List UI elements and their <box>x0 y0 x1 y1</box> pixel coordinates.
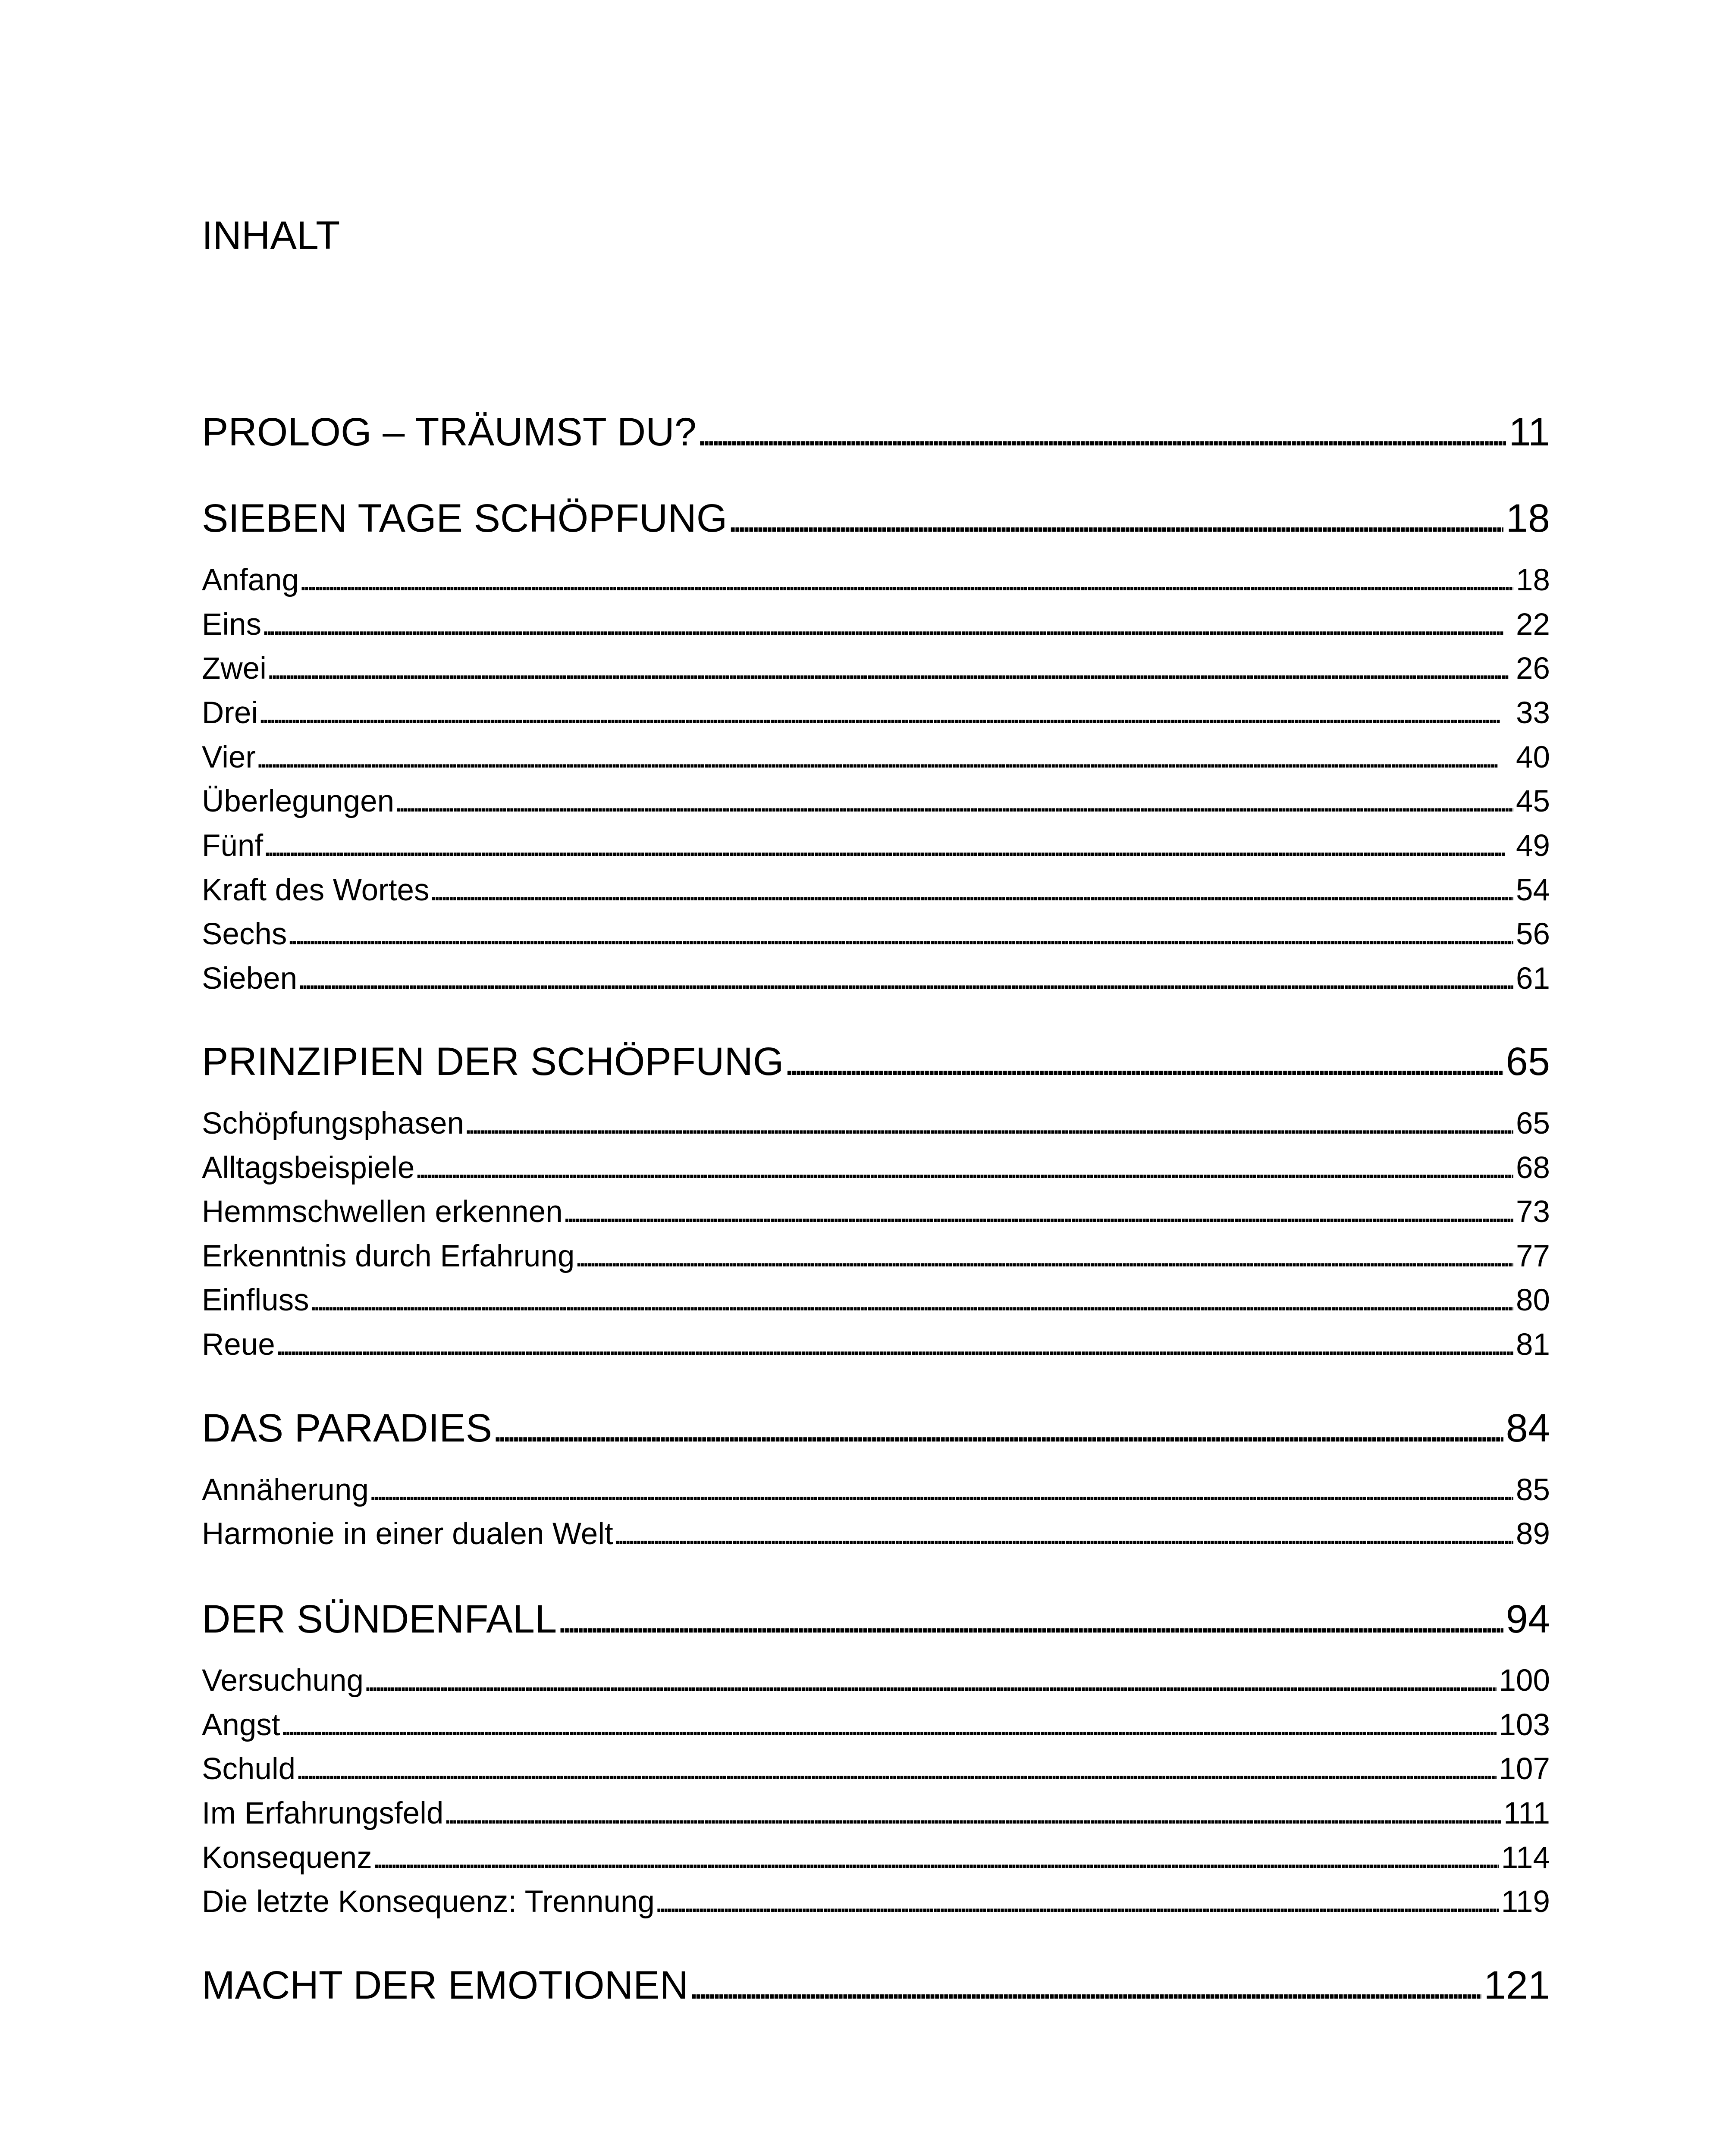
dot-leader <box>727 496 1503 541</box>
dot-leader <box>263 828 1513 863</box>
dot-leader <box>258 696 1513 730</box>
toc-page-number: 61 <box>1516 962 1550 996</box>
toc-entry-label: Konsequenz <box>202 1841 372 1875</box>
toc-entry-label: Harmonie in einer dualen Welt <box>202 1517 613 1551</box>
toc-entry-label: PROLOG – TRÄUMST DU? <box>202 410 697 454</box>
toc-page-number: 33 <box>1516 696 1550 730</box>
toc-page-number: 22 <box>1516 608 1550 642</box>
toc-entry-label: Überlegungen <box>202 784 395 818</box>
toc-page-number: 18 <box>1516 563 1550 597</box>
toc-entry-label: DER SÜNDENFALL <box>202 1597 557 1641</box>
toc-page-number: 119 <box>1501 1885 1550 1919</box>
toc-page-number: 85 <box>1516 1473 1550 1507</box>
dot-leader <box>267 651 1513 686</box>
toc-entry-label: Die letzte Konsequenz: Trennung <box>202 1885 655 1919</box>
dot-leader <box>394 784 1513 819</box>
toc-entry-label: DAS PARADIES <box>202 1406 493 1450</box>
toc-section-entry <box>202 1106 1550 1141</box>
toc-section-entry <box>202 961 1550 996</box>
toc-page-number: 89 <box>1516 1517 1550 1551</box>
toc-page-number: 54 <box>1516 873 1550 907</box>
toc-page-number: 73 <box>1516 1195 1550 1229</box>
dot-leader <box>688 1963 1481 2008</box>
toc-page-number: 100 <box>1499 1664 1550 1698</box>
toc-chapter-entry <box>202 1963 1550 2008</box>
dot-leader <box>299 563 1513 598</box>
toc-page-number: 107 <box>1499 1752 1550 1786</box>
toc-page-number: 65 <box>1506 1040 1550 1084</box>
toc-section-entry <box>202 1327 1550 1362</box>
toc-entry-label: Vier <box>202 740 256 774</box>
toc-section-entry <box>202 1796 1550 1831</box>
toc-entry-label: Eins <box>202 608 262 642</box>
dot-leader <box>574 1239 1513 1274</box>
toc-entry-label: Alltagsbeispiele <box>202 1151 415 1185</box>
toc-entry-label: Anfang <box>202 563 299 597</box>
dot-leader <box>309 1283 1513 1318</box>
dot-leader <box>414 1150 1513 1185</box>
toc-entry-label: Annäherung <box>202 1473 369 1507</box>
toc-entry-label: Schöpfungsphasen <box>202 1106 464 1141</box>
toc-section-entry <box>202 1708 1550 1742</box>
toc-page-number: 18 <box>1506 496 1550 540</box>
toc-section-entry <box>202 1752 1550 1786</box>
toc-section-entry <box>202 784 1550 819</box>
toc-entry-label: Hemmschwellen erkennen <box>202 1195 563 1229</box>
toc-chapter-entry <box>202 410 1550 455</box>
toc-section-entry <box>202 651 1550 686</box>
dot-leader <box>280 1708 1497 1742</box>
toc-entry-label: Drei <box>202 696 258 730</box>
toc-page-number: 77 <box>1516 1239 1550 1273</box>
dot-leader <box>287 917 1513 952</box>
toc-page-number: 65 <box>1516 1106 1550 1141</box>
toc-chapter-entry <box>202 496 1550 541</box>
toc-page-number: 45 <box>1516 784 1550 818</box>
toc-section-entry <box>202 917 1550 952</box>
dot-leader <box>655 1884 1499 1919</box>
toc-chapter-entry <box>202 1406 1550 1451</box>
dot-leader <box>443 1796 1501 1831</box>
toc-entry-label: Angst <box>202 1708 280 1742</box>
toc-page-number: 80 <box>1516 1283 1550 1317</box>
toc-section-entry <box>202 1884 1550 1919</box>
toc-entry-label: Erkenntnis durch Erfahrung <box>202 1239 575 1273</box>
dot-leader <box>364 1663 1497 1698</box>
toc-chapter-entry <box>202 1597 1550 1642</box>
page-title: INHALT <box>202 213 340 257</box>
toc-section-entry <box>202 1517 1550 1551</box>
toc-section-entry <box>202 828 1550 863</box>
toc-section-entry <box>202 607 1550 642</box>
toc-section-entry <box>202 563 1550 598</box>
dot-leader <box>429 873 1513 908</box>
dot-leader <box>261 607 1513 642</box>
toc-section-entry <box>202 1150 1550 1185</box>
toc-section-entry <box>202 1663 1550 1698</box>
toc-page-number: 111 <box>1503 1796 1550 1830</box>
toc-page-number: 114 <box>1501 1841 1550 1875</box>
dot-leader <box>563 1194 1513 1229</box>
toc-section-entry <box>202 696 1550 730</box>
toc-page-number: 94 <box>1506 1597 1550 1641</box>
toc-page-number: 84 <box>1506 1406 1550 1450</box>
toc-page-number: 81 <box>1516 1328 1550 1362</box>
toc-section-entry <box>202 1473 1550 1507</box>
toc-section-entry <box>202 1283 1550 1318</box>
toc-entry-label: Sieben <box>202 962 298 996</box>
toc-page-number: 40 <box>1516 740 1550 774</box>
toc-page-number: 26 <box>1516 652 1550 686</box>
toc-page-number: 68 <box>1516 1151 1550 1185</box>
toc-entry-label: PRINZIPIEN DER SCHÖPFUNG <box>202 1040 784 1084</box>
toc-entry-label: Sechs <box>202 917 287 951</box>
toc-entry-label: Kraft des Wortes <box>202 873 430 907</box>
dot-leader <box>697 410 1506 455</box>
toc-entry-label: Zwei <box>202 652 267 686</box>
toc-section-entry <box>202 1239 1550 1274</box>
toc-page-number: 11 <box>1509 410 1550 454</box>
toc-entry-label: Im Erfahrungsfeld <box>202 1796 444 1830</box>
toc-section-entry <box>202 873 1550 908</box>
toc-page-number: 56 <box>1516 917 1550 951</box>
toc-entry-label: Einfluss <box>202 1283 309 1317</box>
dot-leader <box>784 1039 1503 1084</box>
toc-entry-label: Reue <box>202 1328 275 1362</box>
dot-leader <box>372 1840 1499 1875</box>
toc-section-entry <box>202 740 1550 775</box>
toc-chapter-entry <box>202 1039 1550 1084</box>
dot-leader <box>275 1327 1513 1362</box>
dot-leader <box>256 740 1513 775</box>
toc-entry-label: SIEBEN TAGE SCHÖPFUNG <box>202 496 728 540</box>
dot-leader <box>295 1752 1496 1786</box>
toc-entry-label: MACHT DER EMOTIONEN <box>202 1963 688 2007</box>
toc-page-number: 103 <box>1499 1708 1550 1742</box>
dot-leader <box>557 1597 1503 1642</box>
dot-leader <box>613 1517 1513 1551</box>
toc-entry-label: Schuld <box>202 1752 296 1786</box>
toc-section-entry <box>202 1194 1550 1229</box>
dot-leader <box>297 961 1513 996</box>
toc-entry-label: Fünf <box>202 829 264 863</box>
toc-page-number: 49 <box>1516 829 1550 863</box>
toc-section-entry <box>202 1840 1550 1875</box>
dot-leader <box>464 1106 1513 1141</box>
dot-leader <box>492 1406 1503 1451</box>
toc-entry-label: Versuchung <box>202 1664 364 1698</box>
dot-leader <box>369 1473 1513 1507</box>
toc-page-number: 121 <box>1484 1963 1550 2007</box>
